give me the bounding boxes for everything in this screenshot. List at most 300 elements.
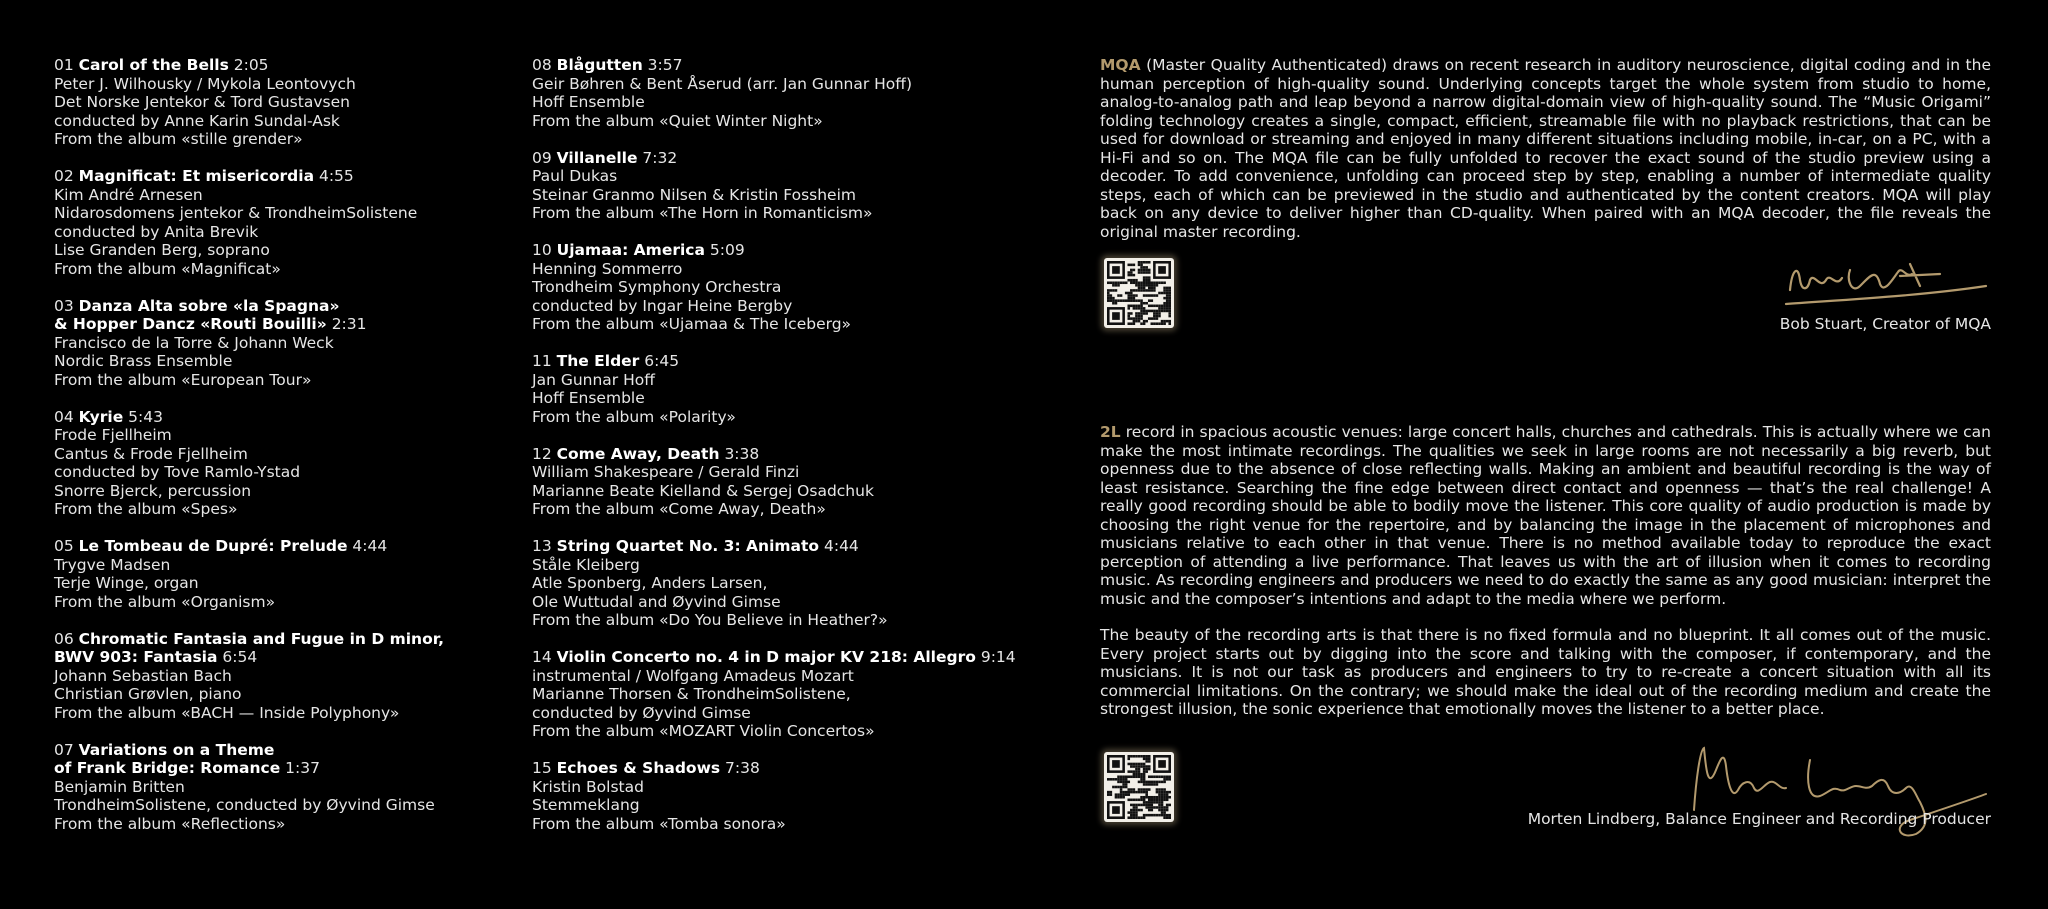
track-duration: 9:14 bbox=[975, 648, 1016, 666]
track-duration: 2:31 bbox=[326, 315, 367, 333]
qr-module bbox=[1138, 775, 1141, 778]
qr-module bbox=[1143, 322, 1146, 325]
qr-module bbox=[1143, 307, 1146, 310]
qr-module bbox=[1138, 799, 1141, 802]
track-info-line: From the album «Tomba sonora» bbox=[532, 814, 786, 833]
track-info-line: Det Norske Jentekor & Tord Gustavsen bbox=[54, 93, 350, 111]
qr-module bbox=[1127, 317, 1130, 320]
qr-module bbox=[1135, 299, 1138, 302]
qr-module bbox=[1156, 312, 1159, 315]
qr-module bbox=[1130, 770, 1133, 773]
track-number: 10 bbox=[532, 241, 557, 259]
qr-module bbox=[1140, 816, 1143, 819]
signature-bob-stuart bbox=[1780, 250, 1990, 314]
qr-module bbox=[1133, 763, 1136, 766]
track-info-line: Kristin Bolstad bbox=[532, 777, 644, 796]
qr-module bbox=[1143, 814, 1146, 817]
track-entry bbox=[54, 630, 494, 723]
qr-code-graphic bbox=[1107, 755, 1171, 819]
qr-module bbox=[1148, 760, 1151, 763]
qr-module bbox=[1138, 307, 1141, 310]
qr-module bbox=[1135, 279, 1138, 282]
track-info-line: From the album «BACH — Inside Polyphony» bbox=[54, 703, 400, 722]
qr-module bbox=[1166, 778, 1169, 781]
track-duration: 6:54 bbox=[217, 648, 258, 666]
qr-module bbox=[1140, 799, 1143, 802]
qr-module bbox=[1120, 793, 1123, 796]
qr-module bbox=[1145, 284, 1148, 287]
beauty-paragraph: The beauty of the recording arts is that there is no fixed formula and no blueprint. It all comes out of the music. Every project starts out by digging into the score and talking with the composer, if contemporary, and the musicians. It is not our task as producers and engineers to try to re-create a concert situation with all its commercial limitations. On the contrary; we should make the ideal out of the recording medium and create the strongest illusion, the sonic experience that emotionally moves the listener to a better place. bbox=[1100, 626, 1991, 718]
qr-module bbox=[1130, 811, 1133, 814]
qr-module bbox=[1125, 786, 1128, 789]
qr-module bbox=[1156, 281, 1159, 284]
track-duration: 5:09 bbox=[704, 241, 745, 259]
qr-module bbox=[1143, 266, 1146, 269]
qr-module bbox=[1148, 781, 1151, 784]
track-title-line bbox=[54, 537, 494, 556]
qr-module bbox=[1153, 781, 1156, 784]
track-info-line: From the album «Organism» bbox=[54, 592, 276, 611]
qr-module bbox=[1138, 271, 1141, 274]
qr-module bbox=[1143, 783, 1146, 786]
qr-module bbox=[1138, 281, 1141, 284]
qr-module bbox=[1140, 796, 1143, 799]
qr-module bbox=[1110, 778, 1113, 781]
qr-module bbox=[1151, 783, 1154, 786]
qr-module bbox=[1127, 775, 1130, 778]
qr-module bbox=[1145, 791, 1148, 794]
qr-module bbox=[1145, 788, 1148, 791]
track-info-line: From the album «Magnificat» bbox=[54, 259, 281, 278]
qr-module bbox=[1156, 796, 1159, 799]
qr-module bbox=[1130, 294, 1133, 297]
qr-module bbox=[1153, 814, 1156, 817]
qr-module bbox=[1161, 804, 1164, 807]
track-info-line: Trondheim Symphony Orchestra bbox=[532, 278, 782, 296]
qr-module bbox=[1143, 788, 1146, 791]
qr-module bbox=[1166, 297, 1169, 300]
track-info-line: conducted by Anita Brevik bbox=[54, 222, 259, 241]
track-info-line: From the album «Come Away, Death» bbox=[532, 500, 826, 518]
qr-module bbox=[1127, 781, 1130, 784]
track-entry bbox=[54, 56, 494, 149]
qr-module bbox=[1161, 796, 1164, 799]
qr-module bbox=[1143, 261, 1146, 264]
qr-module bbox=[1125, 292, 1128, 295]
track-info-line: Trygve Madsen bbox=[54, 555, 171, 574]
track-info-line: From the album «Quiet Winter Night» bbox=[532, 111, 823, 130]
qr-module bbox=[1140, 763, 1143, 766]
qr-module bbox=[1166, 305, 1169, 308]
qr-module bbox=[1138, 287, 1141, 290]
qr-module bbox=[1163, 287, 1166, 290]
qr-module bbox=[1153, 322, 1156, 325]
qr-module bbox=[1112, 778, 1115, 781]
qr-module bbox=[1127, 763, 1130, 766]
qr-module bbox=[1125, 793, 1128, 796]
track-number: 13 bbox=[532, 537, 557, 555]
qr-module bbox=[1133, 765, 1136, 768]
track-info-line: Henning Sommerro bbox=[532, 259, 683, 278]
mqa-text: (Master Quality Authenticated) draws on recent research in auditory neuroscience, digital coding and in the human perception of high-quality sound. Underlying concepts target the whole system from studio to home, analog-to-analog path and leap beyond a narrow digital-domain view of high-quality sound. The “Music Origami” folding technology creates a single, compact, efficient, streamable file with no playback restrictions, that can be used for download or streaming and enjoyed in many different situations including mobile, in-car, on a PC, with a Hi-Fi and so on. The MQA file can be fully unfolded to recover the exact sound of the studio preview using a decoder. To add convenience, unfolding can proceed step by step, enabling a number of intermediate quality steps, each of which can be previewed in the studio and authenticated by the content creators. MQA will play back on any device to deliver higher than CD-quality. When paired with an MQA decoder, the file reveals the original master recording. bbox=[1100, 56, 1991, 241]
track-title-line bbox=[532, 56, 1002, 75]
track-duration: 4:44 bbox=[347, 537, 388, 555]
qr-module bbox=[1135, 320, 1138, 323]
qr-module bbox=[1138, 312, 1141, 315]
qr-module bbox=[1158, 788, 1161, 791]
qr-module bbox=[1156, 315, 1159, 318]
qr-module bbox=[1143, 294, 1146, 297]
qr-module bbox=[1153, 289, 1156, 292]
qr-module bbox=[1148, 783, 1151, 786]
qr-module bbox=[1168, 816, 1171, 819]
qr-module bbox=[1122, 775, 1125, 778]
qr-module bbox=[1158, 310, 1161, 313]
qr-module bbox=[1158, 791, 1161, 794]
track-info-line: From the album «stille grender» bbox=[54, 130, 303, 148]
qr-module bbox=[1107, 281, 1110, 284]
qr-module bbox=[1156, 783, 1159, 786]
qr-module bbox=[1143, 310, 1146, 313]
qr-module bbox=[1127, 811, 1130, 814]
qr-module bbox=[1133, 809, 1136, 812]
track-info-line: conducted by Tove Ramlo-Ystad bbox=[54, 463, 301, 481]
qr-module bbox=[1158, 796, 1161, 799]
qr-module bbox=[1151, 305, 1154, 308]
qr-module bbox=[1156, 788, 1159, 791]
track-title-line bbox=[54, 315, 494, 334]
qr-module bbox=[1158, 804, 1161, 807]
qr-module bbox=[1161, 307, 1164, 310]
track-list-right bbox=[532, 56, 1016, 852]
qr-module bbox=[1148, 765, 1151, 768]
track-number: 11 bbox=[532, 352, 557, 370]
qr-module bbox=[1166, 791, 1169, 794]
qr-module bbox=[1112, 299, 1115, 302]
qr-module bbox=[1148, 279, 1151, 282]
qr-module bbox=[1151, 322, 1154, 325]
qr-module bbox=[1143, 269, 1146, 272]
qr-module bbox=[1130, 816, 1133, 819]
qr-module bbox=[1148, 801, 1151, 804]
qr-module bbox=[1130, 271, 1133, 274]
track-entry bbox=[54, 408, 494, 519]
track-duration: 2:05 bbox=[228, 56, 269, 74]
qr-module bbox=[1153, 801, 1156, 804]
track-info-line: Peter J. Wilhousky / Mykola Leontovych bbox=[54, 74, 356, 93]
qr-module bbox=[1125, 281, 1128, 284]
qr-module bbox=[1107, 299, 1110, 302]
qr-module bbox=[1135, 799, 1138, 802]
qr-module bbox=[1133, 804, 1136, 807]
qr-module bbox=[1148, 284, 1151, 287]
qr-module bbox=[1140, 299, 1143, 302]
twol-brand: 2L bbox=[1100, 423, 1121, 441]
qr-module bbox=[1168, 297, 1171, 300]
qr-module bbox=[1161, 320, 1164, 323]
qr-module bbox=[1148, 755, 1151, 758]
qr-module bbox=[1140, 755, 1143, 758]
qr-module bbox=[1110, 297, 1113, 300]
qr-module bbox=[1130, 299, 1133, 302]
track-title: Carol of the Bells bbox=[78, 56, 229, 74]
qr-module bbox=[1127, 788, 1130, 791]
qr-module bbox=[1107, 791, 1110, 794]
qr-module bbox=[1145, 768, 1148, 771]
qr-module bbox=[1117, 299, 1120, 302]
track-info-line: From the album «Polarity» bbox=[532, 407, 736, 426]
qr-module bbox=[1163, 799, 1166, 802]
qr-module bbox=[1151, 806, 1154, 809]
track-title-line bbox=[54, 408, 494, 427]
qr-module bbox=[1148, 287, 1151, 290]
track-info-line: Jan Gunnar Hoff bbox=[532, 370, 655, 389]
qr-module bbox=[1133, 317, 1136, 320]
track-title: The Elder bbox=[556, 352, 640, 370]
qr-module bbox=[1130, 274, 1133, 277]
qr-module bbox=[1168, 322, 1171, 325]
qr-module bbox=[1168, 791, 1171, 794]
qr-module bbox=[1122, 778, 1125, 781]
track-info-line: From the album «Do You Believe in Heather?» bbox=[532, 611, 888, 629]
qr-module bbox=[1125, 775, 1128, 778]
qr-module bbox=[1122, 299, 1125, 302]
qr-module bbox=[1107, 297, 1110, 300]
qr-module bbox=[1166, 294, 1169, 297]
qr-code-icon bbox=[1104, 258, 1174, 328]
qr-module bbox=[1168, 315, 1171, 318]
qr-module bbox=[1148, 788, 1151, 791]
qr-module bbox=[1135, 317, 1138, 320]
track-info-line: From the album «The Horn in Romanticism» bbox=[532, 204, 873, 222]
qr-module bbox=[1122, 796, 1125, 799]
qr-module bbox=[1133, 274, 1136, 277]
qr-module bbox=[1115, 786, 1118, 789]
track-duration: 4:55 bbox=[314, 167, 354, 185]
qr-module bbox=[1127, 322, 1130, 325]
qr-module bbox=[1156, 799, 1159, 802]
qr-module bbox=[1138, 816, 1141, 819]
qr-module bbox=[1130, 765, 1133, 768]
qr-module bbox=[1145, 281, 1148, 284]
qr-module bbox=[1161, 793, 1164, 796]
qr-module bbox=[1158, 775, 1161, 778]
qr-module bbox=[1151, 289, 1154, 292]
qr-module bbox=[1135, 804, 1138, 807]
qr-module bbox=[1153, 305, 1156, 308]
qr-module bbox=[1145, 814, 1148, 817]
qr-module bbox=[1140, 773, 1143, 776]
qr-module bbox=[1145, 801, 1148, 804]
qr-module bbox=[1163, 778, 1166, 781]
qr-module bbox=[1168, 814, 1171, 817]
qr-module bbox=[1156, 310, 1159, 313]
track-number: 12 bbox=[532, 444, 557, 463]
qr-module bbox=[1148, 269, 1151, 272]
qr-module bbox=[1133, 816, 1136, 819]
qr-module bbox=[1145, 765, 1148, 768]
qr-module bbox=[1127, 799, 1130, 802]
qr-module bbox=[1135, 773, 1138, 776]
qr-module bbox=[1133, 814, 1136, 817]
qr-module bbox=[1115, 302, 1118, 305]
qr-module bbox=[1117, 281, 1120, 284]
qr-module bbox=[1151, 804, 1154, 807]
qr-module bbox=[1140, 271, 1143, 274]
qr-module bbox=[1130, 264, 1133, 267]
qr-module bbox=[1148, 281, 1151, 284]
qr-module bbox=[1161, 322, 1164, 325]
qr-module bbox=[1168, 310, 1171, 313]
qr-module bbox=[1151, 281, 1154, 284]
qr-module bbox=[1130, 788, 1133, 791]
track-entry bbox=[54, 741, 494, 834]
qr-module bbox=[1127, 299, 1130, 302]
qr-module bbox=[1148, 305, 1151, 308]
qr-module bbox=[1130, 279, 1133, 282]
track-entry bbox=[532, 537, 1002, 630]
qr-module bbox=[1133, 264, 1136, 267]
qr-module bbox=[1117, 786, 1120, 789]
qr-module bbox=[1140, 310, 1143, 313]
qr-module bbox=[1112, 284, 1115, 287]
qr-module bbox=[1127, 307, 1130, 310]
qr-module bbox=[1138, 770, 1141, 773]
qr-module bbox=[1168, 287, 1171, 290]
track-title: Chromatic Fantasia and Fugue in D minor, bbox=[78, 629, 444, 648]
qr-module bbox=[1145, 276, 1148, 279]
qr-module bbox=[1140, 287, 1143, 290]
qr-module bbox=[1143, 279, 1146, 282]
track-entry bbox=[54, 537, 494, 611]
qr-module bbox=[1143, 312, 1146, 315]
qr-module bbox=[1166, 814, 1169, 817]
track-duration: 7:32 bbox=[637, 148, 678, 167]
qr-module bbox=[1145, 804, 1148, 807]
qr-module bbox=[1158, 793, 1161, 796]
qr-module bbox=[1143, 758, 1146, 761]
qr-module bbox=[1161, 811, 1164, 814]
qr-module bbox=[1161, 281, 1164, 284]
qr-module bbox=[1151, 801, 1154, 804]
qr-module bbox=[1133, 799, 1136, 802]
qr-module bbox=[1143, 799, 1146, 802]
qr-module bbox=[1148, 294, 1151, 297]
qr-module bbox=[1127, 770, 1130, 773]
track-info-line: Stemmeklang bbox=[532, 796, 640, 814]
qr-module bbox=[1166, 287, 1169, 290]
track-entry bbox=[532, 149, 1002, 223]
qr-module bbox=[1122, 783, 1125, 786]
qr-module bbox=[1163, 791, 1166, 794]
qr-module bbox=[1122, 791, 1125, 794]
track-title-line bbox=[54, 630, 494, 649]
qr-module bbox=[1161, 305, 1164, 308]
qr-module bbox=[1148, 799, 1151, 802]
qr-module bbox=[1156, 294, 1159, 297]
track-info-line: Marianne Beate Kielland & Sergej Osadchuk bbox=[532, 481, 874, 500]
qr-module bbox=[1163, 297, 1166, 300]
qr-module bbox=[1143, 755, 1146, 758]
qr-module bbox=[1145, 261, 1148, 264]
track-info-line: Kim André Arnesen bbox=[54, 185, 203, 204]
qr-module bbox=[1138, 264, 1141, 267]
track-number: 04 bbox=[54, 407, 79, 426]
qr-module bbox=[1110, 281, 1113, 284]
track-duration: 4:44 bbox=[819, 537, 859, 555]
qr-module bbox=[1138, 791, 1141, 794]
track-info-line: From the album «Reflections» bbox=[54, 814, 286, 833]
qr-module bbox=[1153, 312, 1156, 315]
qr-module bbox=[1168, 804, 1171, 807]
track-info-line: From the album «Ujamaa & The Iceberg» bbox=[532, 315, 852, 333]
qr-module bbox=[1151, 299, 1154, 302]
qr-module bbox=[1133, 279, 1136, 282]
qr-module bbox=[1148, 806, 1151, 809]
qr-module bbox=[1143, 284, 1146, 287]
qr-module bbox=[1135, 765, 1138, 768]
qr-module bbox=[1122, 781, 1125, 784]
track-number: 09 bbox=[532, 148, 557, 167]
qr-module bbox=[1138, 804, 1141, 807]
qr-module bbox=[1133, 788, 1136, 791]
qr-module bbox=[1145, 279, 1148, 282]
qr-module bbox=[1133, 297, 1136, 300]
qr-module bbox=[1115, 299, 1118, 302]
qr-module bbox=[1148, 317, 1151, 320]
qr-module bbox=[1117, 294, 1120, 297]
track-info-line: Hoff Ensemble bbox=[532, 93, 645, 111]
qr-module bbox=[1153, 775, 1156, 778]
track-duration: 6:45 bbox=[639, 352, 680, 370]
qr-module bbox=[1133, 305, 1136, 308]
qr-module bbox=[1161, 799, 1164, 802]
qr-module bbox=[1138, 299, 1141, 302]
qr-module bbox=[1135, 770, 1138, 773]
qr-module bbox=[1163, 775, 1166, 778]
qr-module bbox=[1143, 804, 1146, 807]
qr-module bbox=[1135, 775, 1138, 778]
qr-module bbox=[1110, 289, 1113, 292]
qr-module bbox=[1138, 315, 1141, 318]
qr-module bbox=[1130, 292, 1133, 295]
qr-module bbox=[1145, 758, 1148, 761]
qr-module bbox=[1161, 806, 1164, 809]
qr-module bbox=[1135, 809, 1138, 812]
qr-module bbox=[1145, 783, 1148, 786]
qr-module bbox=[1112, 266, 1120, 274]
qr-module bbox=[1145, 269, 1148, 272]
qr-module bbox=[1148, 271, 1151, 274]
track-title: Variations on a Theme bbox=[78, 740, 275, 759]
qr-module bbox=[1120, 281, 1123, 284]
qr-module bbox=[1127, 305, 1130, 308]
qr-module bbox=[1138, 763, 1141, 766]
qr-module bbox=[1127, 274, 1130, 277]
qr-module bbox=[1168, 312, 1171, 315]
qr-module bbox=[1166, 806, 1169, 809]
qr-module bbox=[1166, 299, 1169, 302]
qr-module bbox=[1135, 768, 1138, 771]
qr-module bbox=[1148, 768, 1151, 771]
qr-module bbox=[1163, 806, 1166, 809]
qr-module bbox=[1156, 317, 1159, 320]
qr-module bbox=[1158, 307, 1161, 310]
qr-module bbox=[1151, 284, 1154, 287]
track-title: String Quartet No. 3: Animato bbox=[556, 537, 820, 555]
qr-module bbox=[1163, 289, 1166, 292]
qr-module bbox=[1138, 320, 1141, 323]
